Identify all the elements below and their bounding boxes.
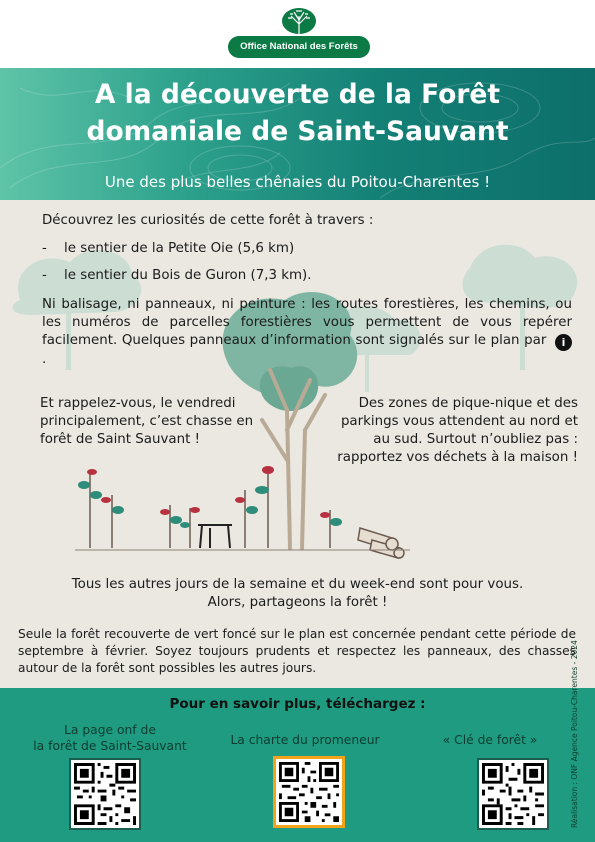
share-line-2: Alors, partageons la forêt !	[207, 595, 388, 610]
navigation-paragraph	[42, 296, 572, 369]
intro-text: Découvrez les curiosités de cette forêt à travers :	[42, 213, 374, 228]
page-title	[20, 76, 575, 150]
log-pile-icon	[358, 528, 404, 558]
qr-code-icon	[279, 762, 339, 822]
cle-de-foret-label[interactable]: « Clé de forêt »	[442, 733, 538, 747]
onf-logo[interactable]	[228, 6, 370, 60]
share-line-1: Tous les autres jours de la semaine et du week-end sont pour vous.	[71, 577, 524, 592]
qr-code-icon	[482, 763, 544, 825]
onf-page-label[interactable]	[10, 722, 210, 754]
qr-code-icon	[74, 763, 136, 825]
onf-tree-icon	[278, 6, 320, 38]
onf-page-label-line-2: la forêt de Saint-Sauvant	[33, 739, 187, 753]
trail-item-petite-oie: - le sentier de la Petite Oie (5,6 km)	[42, 240, 562, 267]
info-icon: i	[555, 334, 572, 351]
navigation-text-end: .	[42, 352, 47, 367]
qr-code-charte[interactable]	[273, 756, 345, 828]
charte-label[interactable]: La charte du promeneur	[230, 733, 380, 747]
footer-title: Pour en savoir plus, téléchargez :	[169, 696, 426, 712]
qr-code-onf-page[interactable]	[69, 758, 141, 830]
title-line-2: domaniale de Saint-Sauvant	[86, 116, 509, 147]
navigation-text: Ni balisage, ni panneaux, ni peinture : les routes forestières, les chemins, ou les numéros de parcelles forestières vous permettent de vous repérer facilement. Quelques panneaux d’information sont signalés sur le plan par	[42, 297, 572, 348]
hunting-period-note: Seule la forêt recouverte de vert foncé sur le plan est concernée pendant cette période de septembre à février. Soyez toujours prudents et respectez les panneaux, des chasses autour de la forêt sont possibles les autres jours.	[18, 627, 576, 675]
download-footer	[0, 688, 595, 842]
onf-page-label-line-1: La page onf de	[64, 723, 156, 737]
hunting-reminder: Et rappelez-vous, le vendredi principalement, c’est chasse en forêt de Saint Sauvant !	[40, 396, 254, 447]
title-line-1: A la découverte de la Forêt	[94, 79, 501, 110]
header-banner	[0, 68, 595, 200]
credit-text: Réalisation : ONF Agence Poitou-Charentes - 2024	[570, 640, 579, 828]
share-forest-note	[20, 576, 575, 612]
picnic-table-icon	[198, 525, 232, 548]
page-subtitle: Une des plus belles chênaies du Poitou-Charentes !	[104, 173, 491, 191]
picnic-info: Des zones de pique-nique et des parkings vous attendent au nord et au sud. Surtout n’oubliez pas : rapportez vos déchets à la maison !	[337, 396, 578, 465]
trail-item-bois-de-guron: - le sentier du Bois de Guron (7,3 km).	[42, 267, 562, 294]
trail-list	[42, 240, 562, 294]
top-strip	[0, 0, 595, 68]
onf-name: Office National des Forêts	[228, 36, 370, 58]
qr-code-cle-de-foret[interactable]	[477, 758, 549, 830]
